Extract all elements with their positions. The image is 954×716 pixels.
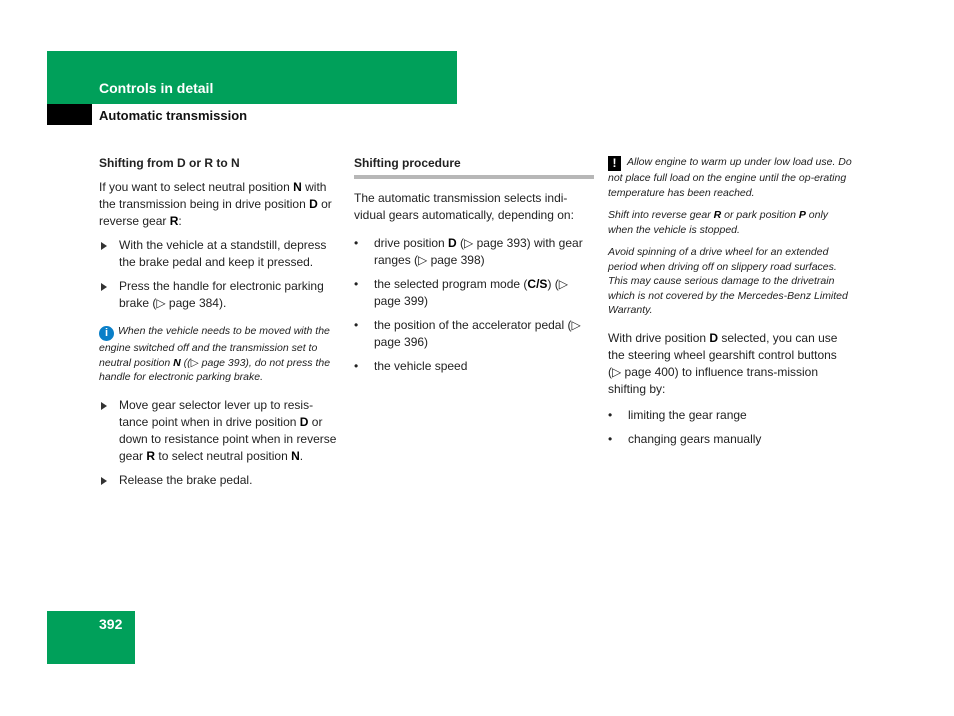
step-item: Release the brake pedal. bbox=[99, 472, 339, 489]
column-right bbox=[608, 155, 853, 455]
header-band bbox=[47, 51, 457, 104]
bullet-icon: • bbox=[354, 277, 359, 291]
warning-icon: ! bbox=[608, 156, 621, 171]
info-note: i When the vehicle needs to be moved with the engine switched off and the transmission set to neutral position N ((▷ page 393), do not press the handle for electronic parking brake. bbox=[99, 325, 331, 383]
bullet-icon: • bbox=[354, 359, 359, 373]
intro-paragraph: The automatic transmission selects indi-vidual gears automatically, depending on: bbox=[354, 191, 574, 222]
warning-note: ! Allow engine to warm up under low load use. Do not place full load on the engine until the op-erating temperature has been reached. bbox=[608, 156, 852, 199]
chapter-title: Controls in detail bbox=[99, 80, 214, 96]
list-item: • the selected program mode (C/S) (▷ page 399) bbox=[354, 277, 568, 308]
section-marker bbox=[47, 104, 92, 125]
step-item: Move gear selector lever up to resis-tance point when in drive position D or down to resistance point when in reverse gear R to select neutral position N. bbox=[99, 397, 339, 465]
triangle-bullet-icon bbox=[101, 477, 107, 485]
step-item: Press the handle for electronic parking brake (▷ page 384). bbox=[99, 278, 339, 312]
heading-shifting-d-r-n: Shifting from D or R to N bbox=[99, 156, 240, 170]
bullet-icon: • bbox=[354, 318, 359, 332]
page-number: 392 bbox=[99, 616, 123, 632]
list-item: • limiting the gear range bbox=[608, 407, 747, 422]
intro-paragraph: If you want to select neutral position N with the transmission being in drive position D or reverse gear R: bbox=[99, 180, 332, 228]
triangle-bullet-icon bbox=[101, 283, 107, 291]
column-left bbox=[99, 155, 339, 496]
triangle-bullet-icon bbox=[101, 242, 107, 250]
section-title: Automatic transmission bbox=[99, 108, 248, 123]
bullet-icon: • bbox=[608, 407, 613, 422]
list-item: • the vehicle speed bbox=[354, 359, 468, 373]
bullet-icon: • bbox=[608, 431, 613, 446]
list-item: • drive position D (▷ page 393) with gear ranges (▷ page 398) bbox=[354, 236, 583, 267]
list-item: • changing gears manually bbox=[608, 431, 762, 446]
body-paragraph: With drive position D selected, you can use the steering wheel gearshift control buttons (▷ page 400) to influence trans-mission shifting by: bbox=[608, 330, 838, 396]
warning-note: Shift into reverse gear R or park position P only when the vehicle is stopped. bbox=[608, 209, 829, 236]
heading-shifting-procedure: Shifting procedure bbox=[354, 155, 594, 179]
info-icon: i bbox=[99, 326, 114, 341]
triangle-bullet-icon bbox=[101, 402, 107, 410]
column-middle bbox=[354, 155, 594, 382]
list-item: • the position of the accelerator pedal (▷ page 396) bbox=[354, 318, 581, 349]
step-item: With the vehicle at a standstill, depress the brake pedal and keep it pressed. bbox=[99, 237, 339, 271]
bullet-icon: • bbox=[354, 236, 359, 250]
warning-note: Avoid spinning of a drive wheel for an extended period when driving off on slippery road surfaces. This may cause serious damage to the drivetrain which is not covered by the Mercedes-Benz Limited Warranty. bbox=[608, 246, 848, 316]
